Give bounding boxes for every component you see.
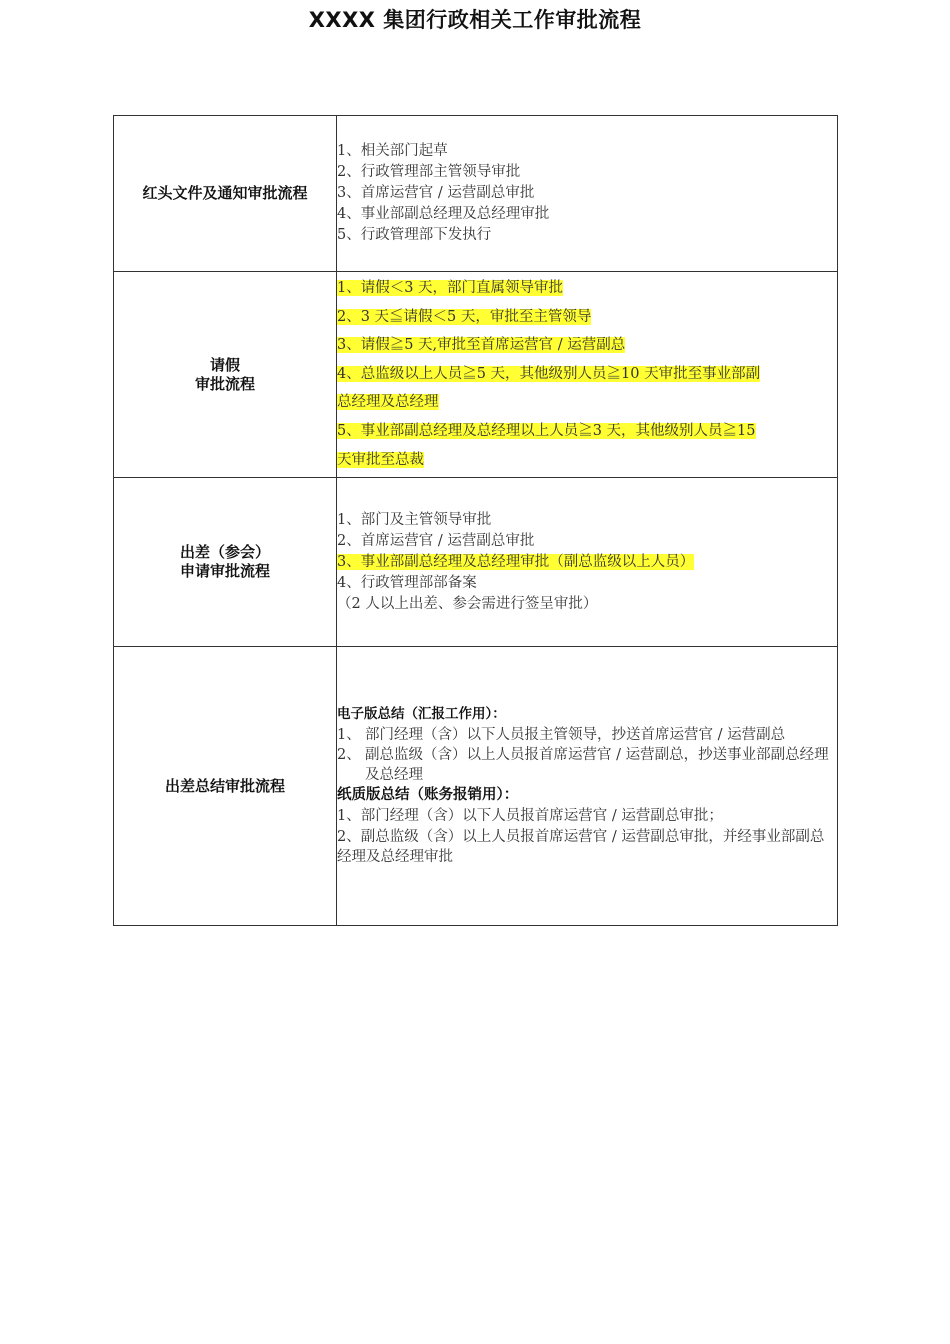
row-content <box>337 116 838 272</box>
item-number: 2、 <box>337 747 361 764</box>
row-label: 出差总结审批流程 <box>114 647 337 926</box>
table-row <box>114 272 838 478</box>
electronic-summary-heading: 电子版总结（汇报工作用）： <box>337 706 506 723</box>
row-label-line: 申请审批流程 <box>179 562 270 581</box>
row-label <box>114 272 337 478</box>
list-item: 2、行政管理部主管领导审批 <box>337 164 521 180</box>
list-item: 4、事业部副总经理及总经理审批 <box>337 206 550 222</box>
approval-process-table <box>113 115 838 926</box>
row-label-line: 请假 <box>209 355 240 374</box>
row-label <box>114 478 337 647</box>
page-title: XXXX 集团行政相关工作审批流程 <box>308 8 642 32</box>
paper-summary-heading: 纸质版总结（账务报销用）： <box>337 787 519 804</box>
item-number: 1、 <box>337 727 361 744</box>
highlighted-item: 4、总监级以上人员≧5 天，其他级别人员≧10 天审批至事业部副 <box>337 365 761 382</box>
list-item: 1、相关部门起草 <box>337 143 448 159</box>
list-item: 4、行政管理部部备案 <box>337 574 477 591</box>
item-text: 副总监级（含）以上人员报首席运营官 / 运营副总，抄送事业部副总经理及总经理 <box>365 747 829 784</box>
list-item: 2、首席运营官 / 运营副总审批 <box>337 532 535 549</box>
list-item: 1、部门及主管领导审批 <box>337 511 492 528</box>
highlighted-item: 天审批至总裁 <box>337 451 424 468</box>
highlighted-item: 3、事业部副总经理及总经理审批（副总监级以上人员） <box>337 553 695 570</box>
table-row <box>114 116 838 272</box>
highlighted-item: 2、3 天≦请假＜5 天，审批至主管领导 <box>337 308 592 325</box>
list-item: 2、副总监级（含）以上人员报首席运营官 / 运营副总审批，并经事业部副总经理及总经理审批 <box>337 828 825 866</box>
row-content <box>337 272 838 478</box>
list-item: 1、部门经理（含）以下人员报首席运营官 / 运营副总审批； <box>337 808 723 825</box>
row-label: 红头文件及通知审批流程 <box>114 116 337 272</box>
highlighted-item: 3、请假≧5 天,审批至首席运营官 / 运营副总 <box>337 337 626 354</box>
list-item <box>337 725 837 745</box>
row-label-line: 审批流程 <box>194 374 255 393</box>
highlighted-item: 1、请假＜3 天，部门直属领导审批 <box>337 280 564 296</box>
row-content <box>337 647 838 926</box>
list-item: 5、行政管理部下发执行 <box>337 227 492 243</box>
list-item: 3、首席运营官 / 运营副总审批 <box>337 185 535 201</box>
list-item <box>337 745 837 785</box>
row-content <box>337 478 838 647</box>
row-label-line: 出差（参会） <box>179 543 270 562</box>
highlighted-item: 5、事业部副总经理及总经理以上人员≧3 天，其他级别人员≧15 <box>337 422 756 439</box>
note-text: （2 人以上出差、参会需进行签呈审批） <box>337 595 598 612</box>
highlighted-item: 总经理及总经理 <box>337 394 439 411</box>
item-text: 部门经理（含）以下人员报主管领导，抄送首席运营官 / 运营副总 <box>365 727 786 744</box>
table-row <box>114 647 838 926</box>
table-row <box>114 478 838 647</box>
